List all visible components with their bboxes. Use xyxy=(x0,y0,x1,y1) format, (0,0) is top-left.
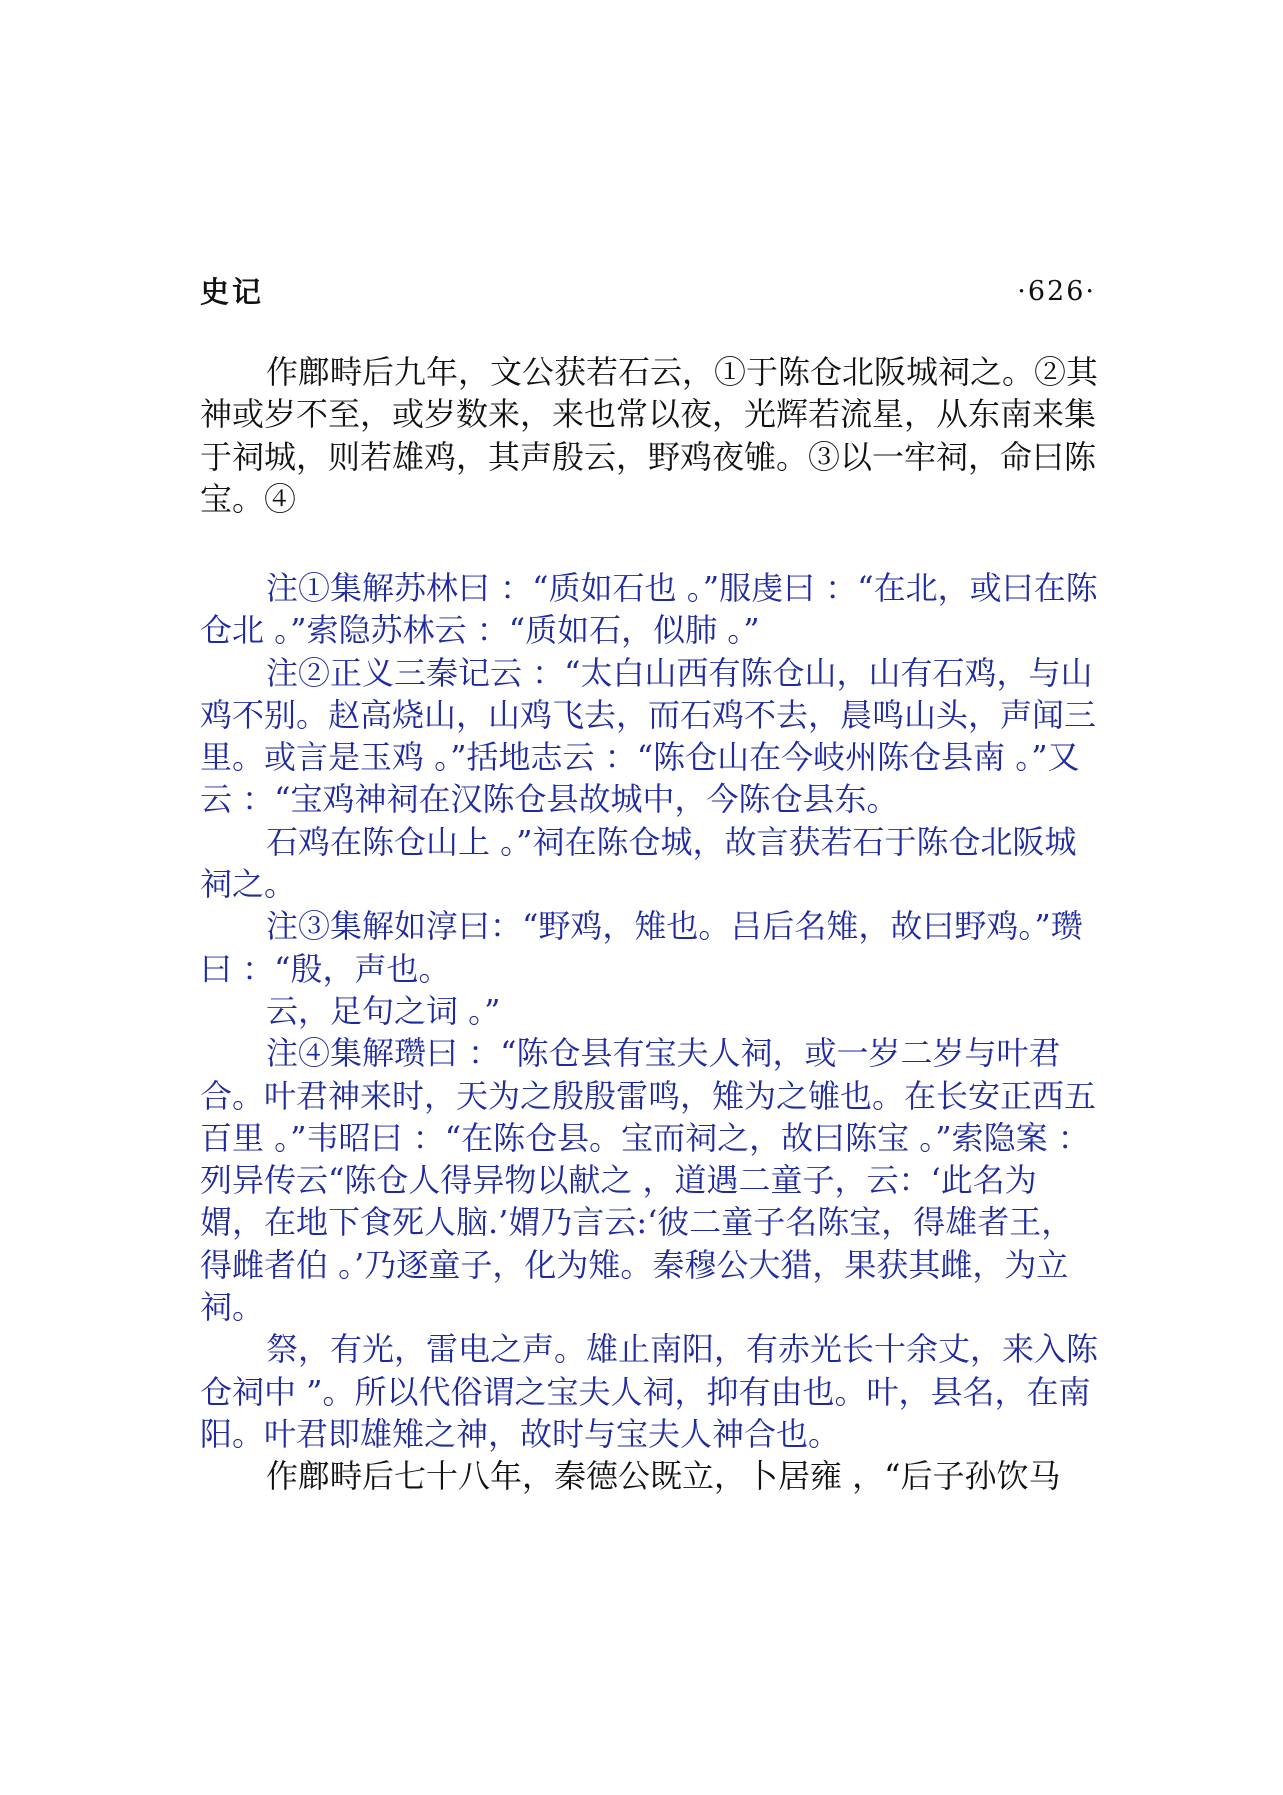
main-paragraph-next: 作鄜畤后七十八年，秦德公既立，卜居雍 ，“后子孙饮马 xyxy=(266,1457,1061,1496)
book-title: 史记 xyxy=(200,275,265,309)
note-4: 注④集解瓒曰 ：“陈仓县有宝夫人祠，或一岁二岁与叶君合。叶君神来时，天为之殷殷雷鸣，雉为之雊也。在长安正西五百里 。”韦昭曰 ：“在陈仓县。宝而祠之，故曰陈宝 。”索隐案 ：列异传云“陈仓人得异物以献之 ，道遇二童子，云：‘此名为媦，在地下食死人脑.’媦乃言云:‘彼二童子名陈宝，得雄者王，得雌者伯 。’乃逐童子，化为雉。秦穆公大猎，果获其雌，为立祠。 xyxy=(200,1034,1097,1327)
main-text xyxy=(200,351,1100,520)
note-3-continued: 云，足句之词 。” xyxy=(266,991,501,1030)
main-paragraph: 作鄜畤后九年，文公获若石云，①于陈仓北阪城祠之。②其神或岁不至，或岁数来，来也常以夜，光辉若流星，从东南来集于祠城，则若雄鸡，其声殷云，野鸡夜雊。③以一牢祠，命曰陈宝。④ xyxy=(200,353,1099,518)
annotations xyxy=(200,567,1100,1498)
note-3: 注③集解如淳曰：“野鸡，雉也。吕后名雉，故曰野鸡。”瓒曰 ：“殷，声也。 xyxy=(200,907,1083,988)
note-2-continued: 石鸡在陈仓山上 。”祠在陈仓城，故言获若石于陈仓北阪城祠之。 xyxy=(200,822,1077,904)
note-1: 注①集解苏林曰 ：“质如石也 。”服虔曰 ：“在北，或曰在陈仓北 。”索隐苏林云 ：“质如石，似肺 。” xyxy=(200,569,1098,650)
note-2: 注②正义三秦记云 ：“太白山西有陈仓山，山有石鸡，与山鸡不别。赵高烧山，山鸡飞去，而石鸡不去，晨鸣山头，声闻三里。或言是玉鸡 。”括地志云 ：“陈仓山在今岐州陈仓县南 。”又云 ：“宝鸡神祠在汉陈仓县故城中，今陈仓县东。 xyxy=(200,653,1097,819)
note-4-continued: 祭，有光，雷电之声。雄止南阳，有赤光长十余丈，来入陈仓祠中 ”。所以代俗谓之宝夫人祠，抑有由也。叶，县名，在南阳。叶君即雄雉之神，故时与宝夫人神合也。 xyxy=(200,1330,1099,1453)
page-number: ·626· xyxy=(1017,276,1096,307)
page-header xyxy=(200,270,1096,314)
